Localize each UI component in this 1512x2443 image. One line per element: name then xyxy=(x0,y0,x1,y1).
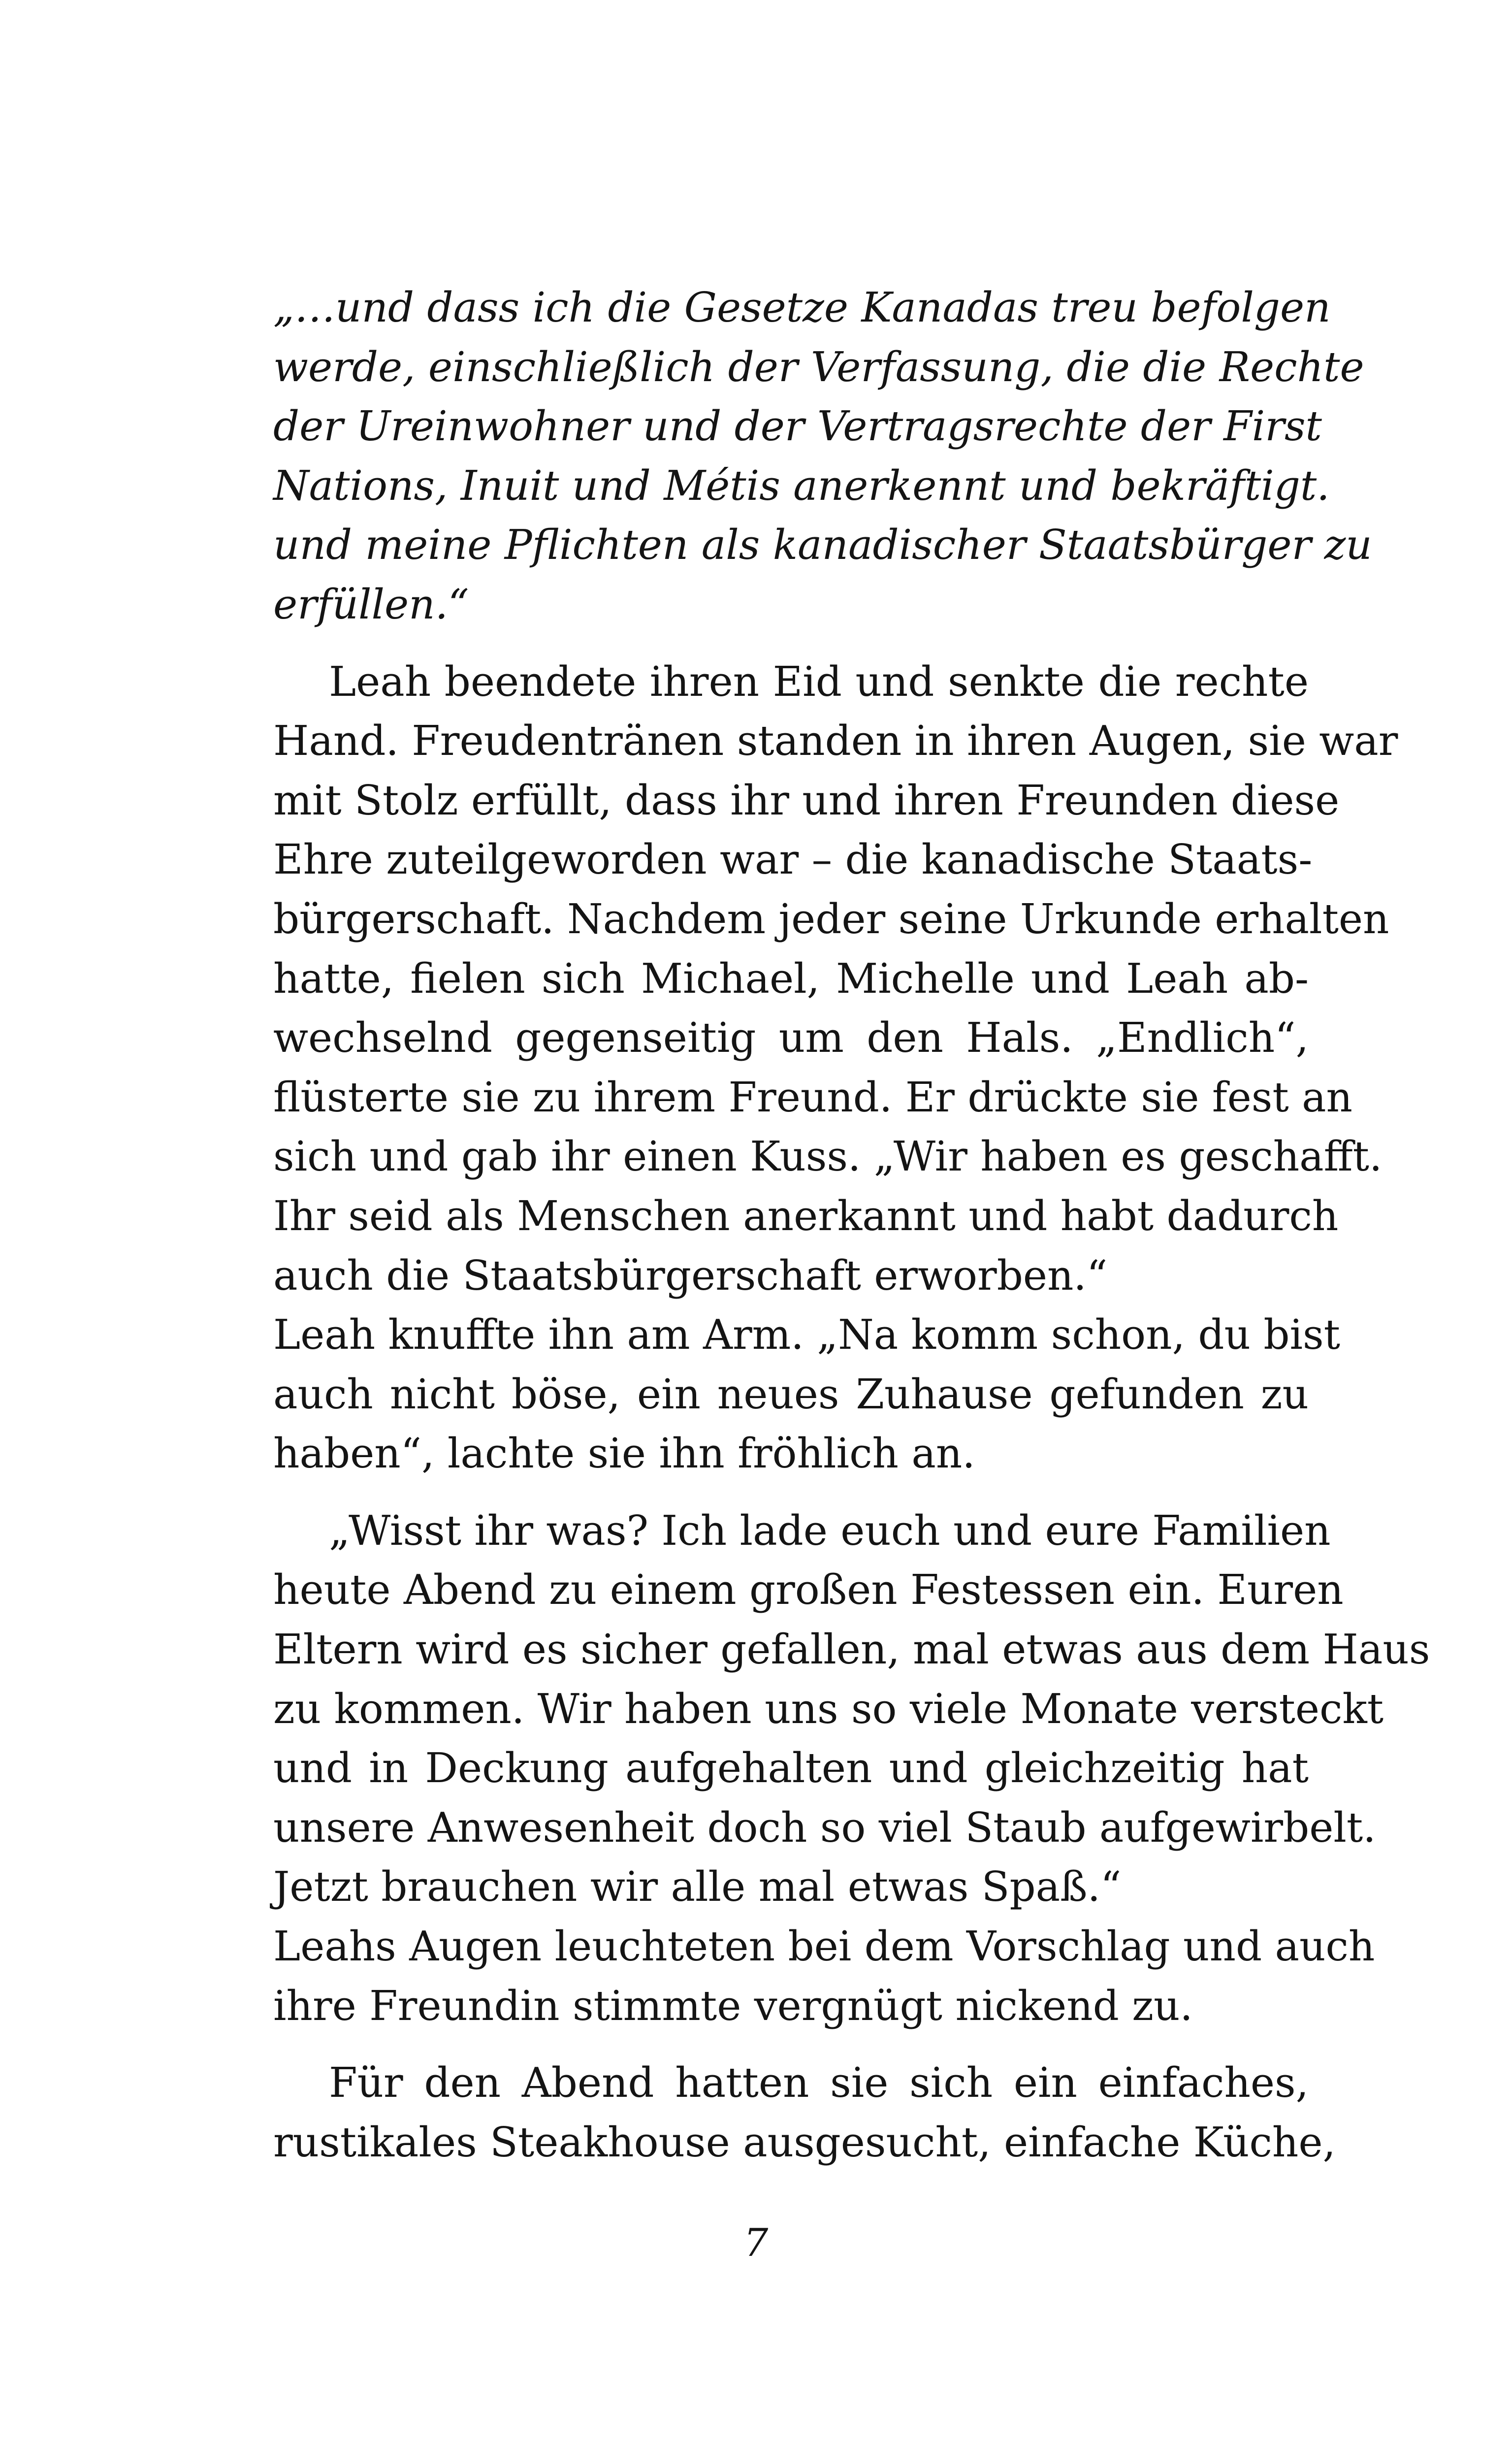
text-line: Leah knuffte ihn am Arm. „Na komm schon, du bist xyxy=(273,1311,1340,1359)
text-line: zu kommen. Wir haben uns so viele Monate versteckt xyxy=(273,1685,1384,1733)
text-line: auch nicht böse, ein neues Zuhause gefunden zu xyxy=(273,1370,1309,1418)
text-line: Eltern wird es sicher gefallen, mal etwas aus dem Haus xyxy=(273,1626,1430,1674)
paragraph xyxy=(273,652,1398,1484)
text-line: unsere Anwesenheit doch so viel Staub aufgewirbelt. xyxy=(273,1803,1376,1852)
text-line: der Ureinwohner und der Vertragsrechte der First xyxy=(273,402,1322,451)
paragraph xyxy=(273,2053,1336,2172)
text-line: Nations, Inuit und Métis anerkennt und bekräftigt. xyxy=(273,461,1330,510)
text-line: hatte, fielen sich Michael, Michelle und Leah ab- xyxy=(273,954,1309,1003)
text-line: und in Deckung aufgehalten und gleichzeitig hat xyxy=(273,1744,1309,1792)
text-line: wechselnd gegenseitig um den Hals. „Endlich“, xyxy=(273,1014,1309,1062)
text-line: „Wisst ihr was? Ich lade euch und eure Familien xyxy=(329,1506,1331,1555)
text-line: und meine Pflichten als kanadischer Staatsbürger zu xyxy=(273,521,1372,569)
text-line: ihre Freundin stimmte vergnügt nickend zu. xyxy=(273,1982,1193,2030)
text-line: Ihr seid als Menschen anerkannt und habt dadurch xyxy=(273,1192,1339,1240)
text-line: mit Stolz erfüllt, dass ihr und ihren Freunden diese xyxy=(273,776,1340,824)
text-line: Für den Abend hatten sie sich ein einfaches, xyxy=(329,2059,1309,2107)
text-line: heute Abend zu einem großen Festessen ein. Euren xyxy=(273,1566,1344,1614)
text-line: sich und gab ihr einen Kuss. „Wir haben es geschafft. xyxy=(273,1133,1383,1181)
page-number: 7 xyxy=(743,2221,769,2265)
body-text xyxy=(273,278,1430,2172)
text-line: Hand. Freudentränen standen in ihren Augen, sie war xyxy=(273,717,1398,765)
text-line: flüsterte sie zu ihrem Freund. Er drückte sie fest an xyxy=(273,1073,1353,1121)
text-line: Jetzt brauchen wir alle mal etwas Spaß.“ xyxy=(273,1863,1122,1911)
text-line: erfüllen.“ xyxy=(273,580,469,628)
text-line: haben“, lachte sie ihn fröhlich an. xyxy=(273,1430,975,1478)
paragraph xyxy=(273,1501,1430,2036)
text-line: Ehre zuteilgeworden war – die kanadische Staats- xyxy=(273,836,1313,884)
text-line: rustikales Steakhouse ausgesucht, einfache Küche, xyxy=(273,2118,1336,2166)
text-line: werde, einschließlich der Verfassung, die die Rechte xyxy=(273,343,1364,391)
oath-quote-paragraph xyxy=(273,278,1372,635)
text-line: auch die Staatsbürgerschaft erworben.“ xyxy=(273,1251,1108,1300)
text-line: Leahs Augen leuchteten bei dem Vorschlag und auch xyxy=(273,1922,1375,1971)
text-line: bürgerschaft. Nachdem jeder seine Urkunde erhalten xyxy=(273,895,1389,943)
text-line: Leah beendete ihren Eid und senkte die rechte xyxy=(329,657,1309,706)
text-line: „…und dass ich die Gesetze Kanadas treu befolgen xyxy=(273,284,1331,331)
